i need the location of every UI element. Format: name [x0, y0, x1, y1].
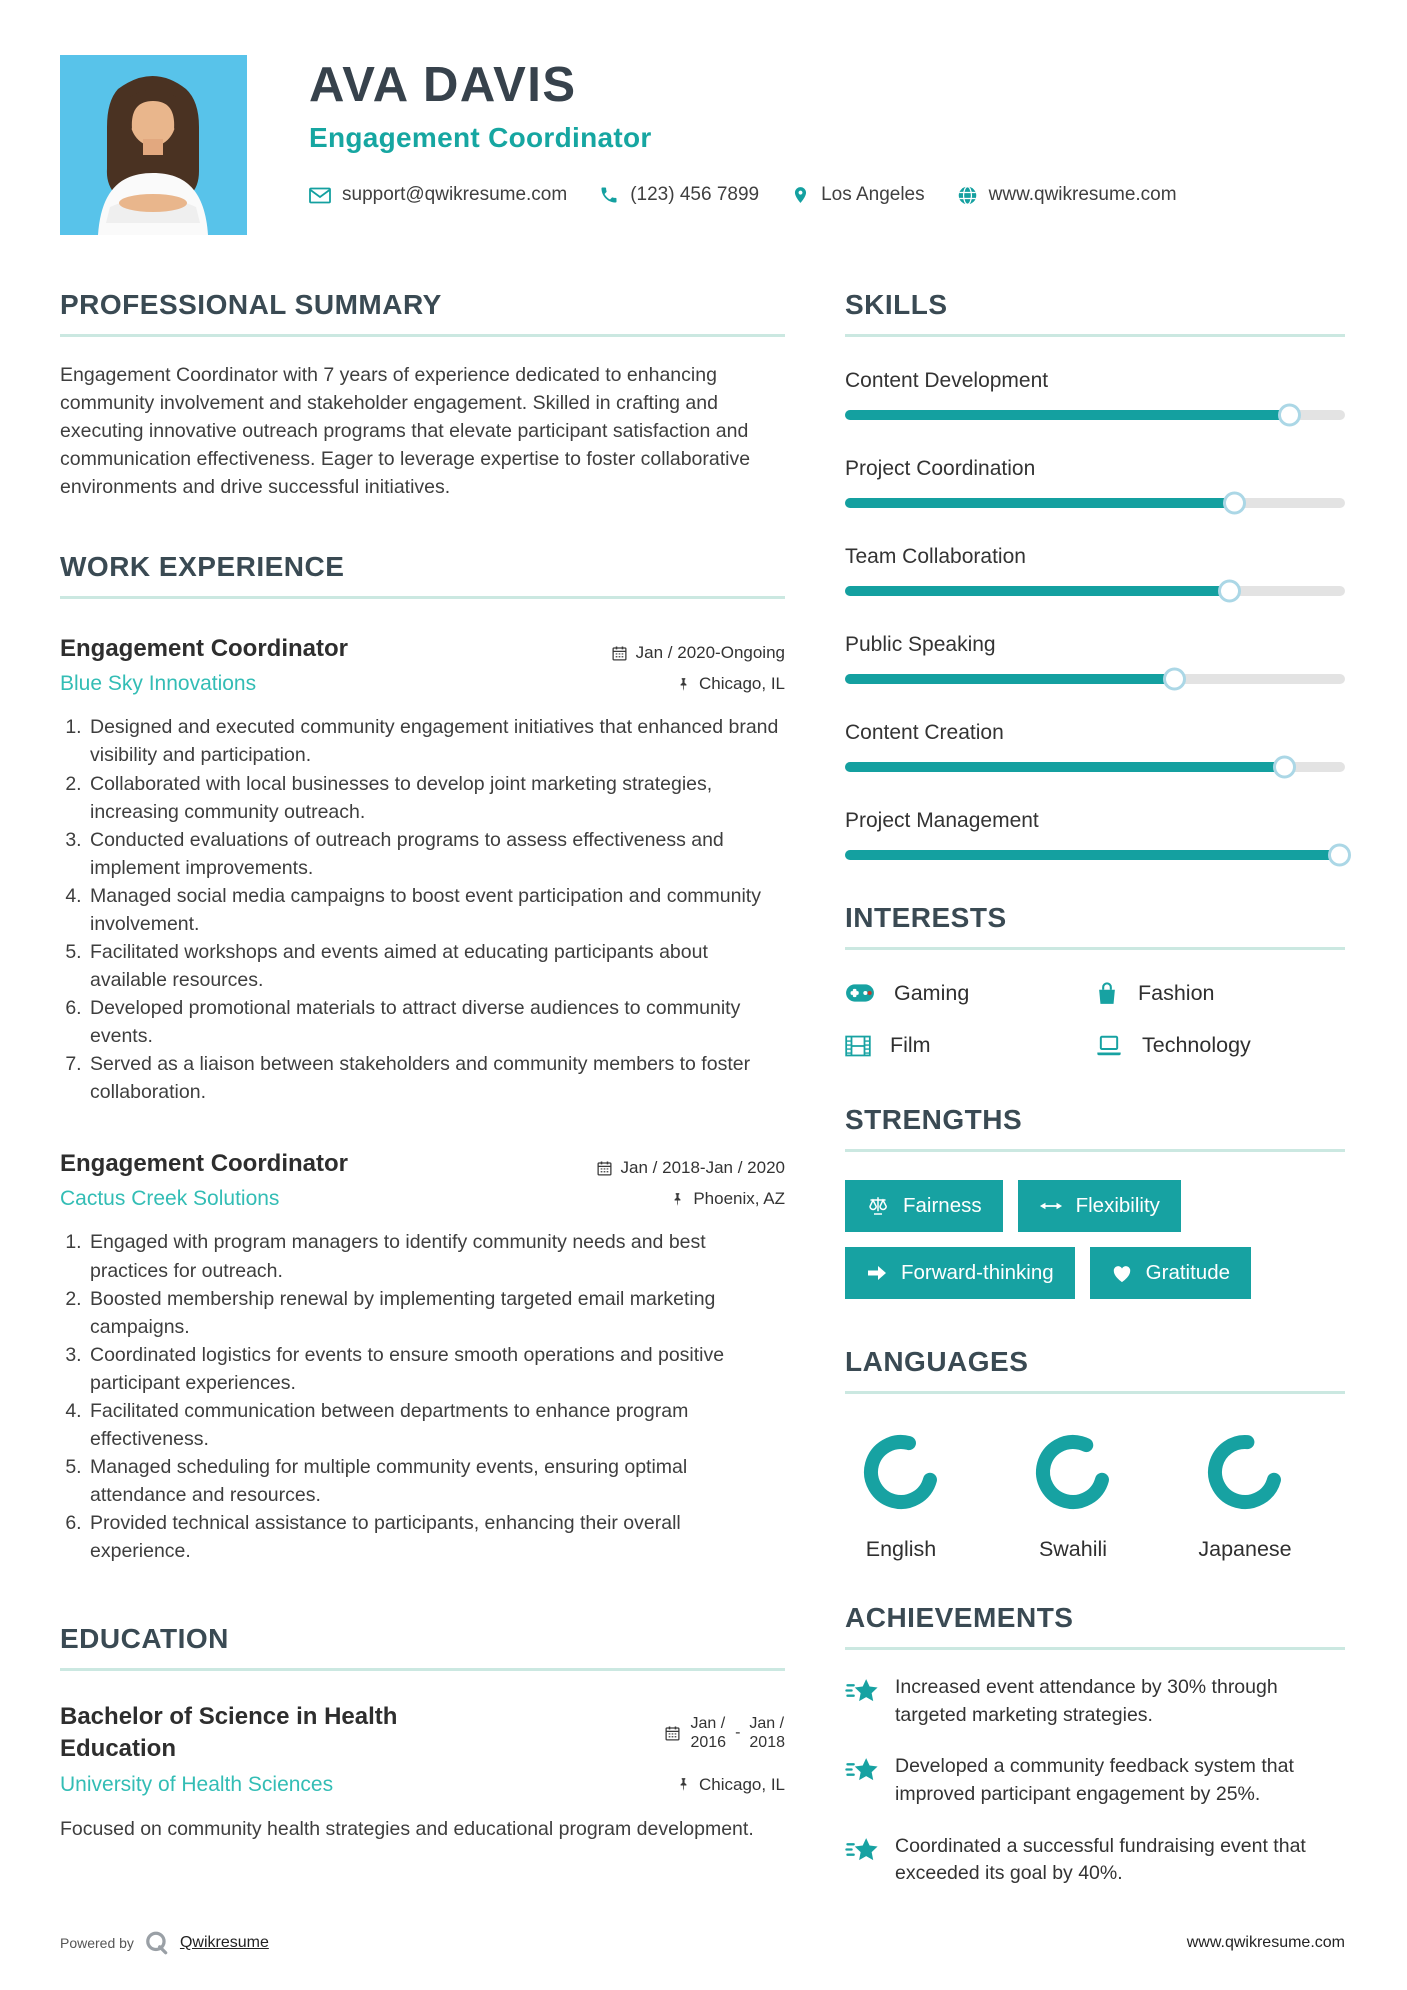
- language-level-ring: [1194, 1421, 1297, 1524]
- strengths-heading: STRENGTHS: [845, 1104, 1345, 1152]
- achievements-heading: ACHIEVEMENTS: [845, 1602, 1345, 1650]
- calendar-icon: [596, 1160, 613, 1177]
- work-heading: WORK EXPERIENCE: [60, 551, 785, 599]
- bullet-item: 3. Conducted evaluations of outreach programs to assess effectiveness and implement improvements.: [87, 826, 785, 882]
- pushpin-icon: [676, 1776, 691, 1793]
- qwikresume-logo-icon: [144, 1930, 170, 1956]
- interest-item: [1095, 1033, 1345, 1058]
- interest-label: Gaming: [894, 980, 970, 1005]
- right-arrow-icon: [866, 1263, 888, 1283]
- education-date: [664, 1701, 785, 1764]
- section-education: [60, 1623, 785, 1842]
- bullet-item: 5. Managed scheduling for multiple community events, ensuring optimal attendance and resources.: [87, 1453, 785, 1509]
- shopping-bag-icon: [1095, 980, 1119, 1006]
- slider-knob: [1223, 492, 1246, 515]
- skills-list: [845, 369, 1345, 860]
- section-skills: [845, 289, 1345, 860]
- strength-label: Fairness: [903, 1194, 982, 1217]
- interest-item: [845, 980, 1095, 1006]
- contact-website-text: www.qwikresume.com: [988, 184, 1177, 205]
- job-entry: [60, 1150, 785, 1565]
- gamepad-icon: [845, 983, 875, 1003]
- laptop-icon: [1095, 1035, 1123, 1056]
- contact-email-text: support@qwikresume.com: [342, 184, 568, 205]
- language-label: Swahili: [1038, 1537, 1108, 1561]
- education-heading: EDUCATION: [60, 1623, 785, 1671]
- language-item: [1189, 1430, 1301, 1562]
- language-level-ring: [850, 1421, 953, 1524]
- qwikresume-link[interactable]: Qwikresume: [179, 1934, 269, 1951]
- section-professional-summary: [60, 289, 785, 501]
- strength-label: Gratitude: [1145, 1261, 1230, 1284]
- slider-knob: [1278, 404, 1301, 427]
- achievement-item: [845, 1674, 1345, 1729]
- shooting-star-icon: [845, 1677, 879, 1704]
- heart-icon: [1111, 1263, 1133, 1283]
- language-item: [845, 1430, 957, 1562]
- skill-label: Content Creation: [845, 721, 1004, 744]
- job-date: [611, 643, 785, 663]
- film-icon: [845, 1035, 871, 1057]
- bullet-item: 2. Collaborated with local businesses to develop joint marketing strategies, increasing community outreach.: [87, 770, 785, 826]
- contact-email[interactable]: [309, 184, 567, 206]
- job-location: [670, 1189, 785, 1209]
- bullet-item: 4. Managed social media campaigns to boost event participation and community involvement.: [87, 882, 785, 938]
- interests-heading: INTERESTS: [845, 902, 1345, 950]
- job-location: [676, 674, 785, 694]
- pushpin-icon: [676, 676, 691, 693]
- interest-label: Technology: [1142, 1033, 1251, 1057]
- skill-slider: [845, 762, 1345, 772]
- profile-photo: [60, 55, 247, 235]
- skill-slider: [845, 674, 1345, 684]
- section-strengths: [845, 1104, 1345, 1314]
- contact-website[interactable]: [957, 184, 1177, 206]
- bullet-item: 3. Coordinated logistics for events to ensure smooth operations and positive participant experiences.: [87, 1341, 785, 1397]
- footer-website-link[interactable]: www.qwikresume.com: [1186, 1934, 1345, 1951]
- achievement-text: Increased event attendance by 30% through targeted marketing strategies.: [895, 1676, 1278, 1726]
- achievement-text: Coordinated a successful fundraising event that exceeded its goal by 40%.: [895, 1834, 1306, 1885]
- language-item: [1017, 1430, 1129, 1562]
- content-columns: [0, 289, 1407, 1888]
- contact-phone-text: (123) 456 7899: [630, 184, 760, 205]
- languages-list: [845, 1430, 1345, 1562]
- contact-phone: [599, 184, 759, 206]
- job-company: Cactus Creek Solutions: [60, 1187, 280, 1211]
- footer: [60, 1930, 1345, 1956]
- section-interests: [845, 902, 1345, 1058]
- section-languages: [845, 1346, 1345, 1562]
- slider-knob: [1328, 844, 1351, 867]
- right-column: [845, 289, 1345, 1888]
- skill-label: Content Development: [845, 369, 1049, 392]
- school-name: University of Health Sciences: [60, 1772, 334, 1796]
- shooting-star-icon: [845, 1836, 879, 1863]
- skill-slider: [845, 850, 1345, 860]
- interest-item: [1095, 980, 1345, 1006]
- education-location-text: Chicago, IL: [699, 1774, 785, 1794]
- language-level-ring: [1022, 1421, 1125, 1524]
- skill-label: Project Management: [845, 809, 1039, 832]
- bullet-item: 4. Facilitated communication between departments to enhance program effectiveness.: [87, 1397, 785, 1453]
- skill-row: [845, 633, 1345, 684]
- interest-label: Fashion: [1138, 980, 1215, 1005]
- email-icon: [309, 187, 331, 204]
- job-entry: [60, 635, 785, 1106]
- strength-badge: [1090, 1247, 1251, 1299]
- phone-icon: [599, 185, 619, 205]
- header: [0, 0, 1407, 235]
- summary-text: Engagement Coordinator with 7 years of experience dedicated to enhancing community involvement and stakeholder engagement. Skilled in crafting and executing innovative outreach programs that elevate participant satisfaction and communication effectiveness. Eager to leverage expertise to foster collaborative environments and drive successful initiatives.: [60, 364, 751, 499]
- skill-row: [845, 809, 1345, 860]
- skill-row: [845, 457, 1345, 508]
- language-label: English: [865, 1537, 937, 1561]
- summary-heading: PROFESSIONAL SUMMARY: [60, 289, 785, 337]
- globe-icon: [957, 185, 978, 206]
- contact-row: [309, 184, 1209, 206]
- strength-badge: [845, 1180, 1003, 1232]
- education-location: [676, 1775, 785, 1795]
- degree-title: Bachelor of Science in Health Education: [60, 1703, 398, 1763]
- person-name: AVA DAVIS: [309, 58, 577, 112]
- skill-slider: [845, 410, 1345, 420]
- skill-label: Public Speaking: [845, 633, 996, 656]
- strength-label: Flexibility: [1075, 1194, 1160, 1217]
- left-right-arrow-icon: [1039, 1197, 1063, 1215]
- job-date-text: Jan / 2020-Ongoing: [635, 643, 785, 663]
- bullet-item: 7. Served as a liaison between stakeholders and community members to foster collaboration.: [87, 1050, 785, 1106]
- skill-row: [845, 545, 1345, 596]
- skill-slider: [845, 498, 1345, 508]
- strength-badge: [845, 1247, 1075, 1299]
- skill-label: Team Collaboration: [845, 545, 1026, 568]
- job-title: Engagement Coordinator: [60, 635, 349, 663]
- achievement-text: Developed a community feedback system that improved participant engagement by 25%.: [895, 1755, 1294, 1806]
- person-title: Engagement Coordinator: [309, 122, 652, 153]
- bullet-item: 5. Facilitated workshops and events aimed at educating participants about available resources.: [87, 938, 785, 994]
- achievement-item: [845, 1753, 1345, 1808]
- job-bullet-list: [60, 713, 785, 1106]
- education-date-start: Jan / 2016: [690, 1714, 727, 1752]
- interests-grid: [845, 980, 1345, 1058]
- scales-icon: [866, 1194, 890, 1218]
- left-column: [60, 289, 785, 1888]
- skill-row: [845, 369, 1345, 420]
- skill-row: [845, 721, 1345, 772]
- bullet-item: 6. Developed promotional materials to attract diverse audiences to community events.: [87, 994, 785, 1050]
- strength-badge: [1018, 1180, 1181, 1232]
- shooting-star-icon: [845, 1756, 879, 1783]
- section-work-experience: [60, 551, 785, 1565]
- strength-badges: [845, 1180, 1345, 1314]
- slider-knob: [1273, 756, 1296, 779]
- slider-knob: [1163, 668, 1186, 691]
- calendar-icon: [664, 1725, 681, 1742]
- contact-location-text: Los Angeles: [821, 184, 925, 205]
- job-date-text: Jan / 2018-Jan / 2020: [620, 1158, 785, 1178]
- powered-by-label: Powered by: [60, 1935, 134, 1951]
- job-date: [596, 1158, 785, 1178]
- language-label: Japanese: [1198, 1537, 1292, 1561]
- interest-label: Film: [890, 1033, 931, 1057]
- education-date-separator: -: [735, 1724, 741, 1742]
- interest-item: [845, 1033, 1095, 1058]
- skills-heading: SKILLS: [845, 289, 1345, 337]
- education-description: Focused on community health strategies and educational program development.: [60, 1817, 754, 1840]
- slider-knob: [1218, 580, 1241, 603]
- section-achievements: [845, 1602, 1345, 1888]
- header-info: [309, 55, 1209, 235]
- job-bullet-list: [60, 1228, 785, 1565]
- skill-label: Project Coordination: [845, 457, 1036, 480]
- strength-label: Forward-thinking: [901, 1261, 1054, 1284]
- contact-location: [791, 184, 925, 206]
- bullet-item: 1. Engaged with program managers to identify community needs and best practices for outreach.: [87, 1228, 785, 1284]
- bullet-item: 1. Designed and executed community engagement initiatives that enhanced brand visibility and participation.: [87, 713, 785, 769]
- achievement-item: [845, 1833, 1345, 1888]
- location-pin-icon: [791, 184, 810, 206]
- education-date-end: Jan / 2018: [749, 1714, 785, 1752]
- bullet-item: 2. Boosted membership renewal by implementing targeted email marketing campaigns.: [87, 1285, 785, 1341]
- pushpin-icon: [670, 1191, 685, 1208]
- bullet-item: 6. Provided technical assistance to participants, enhancing their overall experience.: [87, 1509, 785, 1565]
- job-title: Engagement Coordinator: [60, 1150, 349, 1178]
- languages-heading: LANGUAGES: [845, 1346, 1345, 1394]
- calendar-icon: [611, 645, 628, 662]
- job-company: Blue Sky Innovations: [60, 672, 257, 696]
- job-location-text: Phoenix, AZ: [693, 1189, 785, 1209]
- job-location-text: Chicago, IL: [699, 674, 785, 694]
- skill-slider: [845, 586, 1345, 596]
